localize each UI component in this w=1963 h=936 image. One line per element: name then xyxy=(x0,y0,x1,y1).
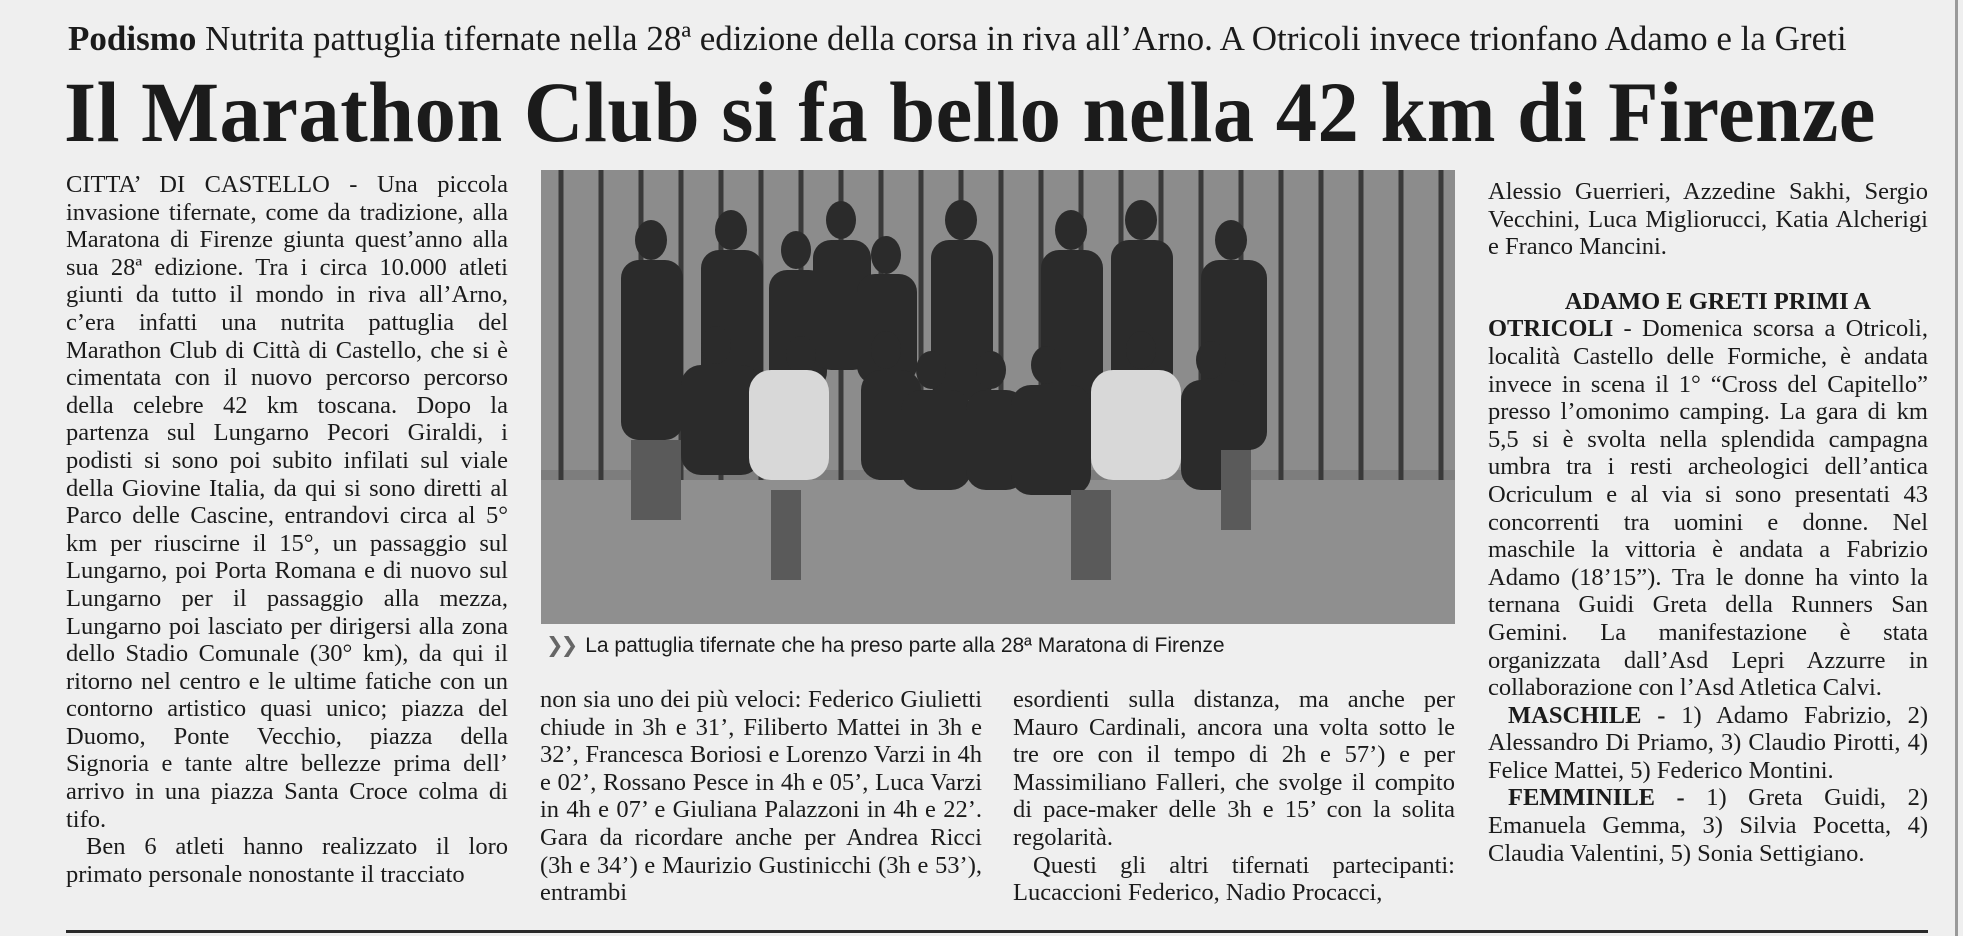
article-paragraph: CITTA’ DI CASTELLO - Una piccola invasione tifernate, come da tradizione, alla Maratona di Firenze giunta quest’anno alla sua 28ª edizione. Tra i circa 10.000 atleti giunti da tutto il mondo in riva all’Arno, c’era infatti una nutrita pattuglia del Marathon Club di Città di Castello, che si è cimentata con il nuovo percorso percorso della celebre 42 km toscana. Dopo la partenza sul Lungarno Pecori Giraldi, i podisti si sono poi subito infilati sul viale della Giovine Italia, da qui si sono diretti al Parco delle Cascine, entrandovi circa al 5° km per riuscirne il 15°, un passaggio sul Lungarno, poi Porta Romana e di nuovo sul Lungarno per il passaggio alla mezza, Lungarno poi lasciato per dirigersi alla zona dello Stadio Comunale (30° km), da qui il ritorno nel centro e le ultime fatiche con un contorno artistico quasi unico; piazza del Duomo, Ponte Vecchio, piazza della Signoria e tante altre bellezze prima dell’ arrivo in una piazza Santa Croce colma di tifo. xyxy=(66,171,508,833)
article-paragraph: non sia uno dei più veloci: Federico Giulietti chiude in 3h e 31’, Filiberto Mattei in 3h e 32’, Francesca Boriosi e Lorenzo Varzi in 4h e 02’, Rossano Pesce in 4h e 05’, Luca Varzi in 4h e 07’ e Giuliana Palazzoni in 4h e 22’. Gara da ricordare anche per Andrea Ricci (3h e 34’) e Maurizio Gustinicchi (3h e 53’), entrambi xyxy=(540,686,982,907)
article-column-1 xyxy=(66,171,508,888)
results-men xyxy=(1488,702,1928,785)
article-column-3 xyxy=(1013,686,1455,907)
headline: Il Marathon Club si fa bello nella 42 km di Firenze xyxy=(64,64,1876,160)
subhead-paragraph xyxy=(1488,288,1928,702)
results-men-text: 1) Adamo Fabrizio, 2) Alessandro Di Priamo, 3) Claudio Pirotti, 4) Felice Mattei, 5) Federico Montini. xyxy=(1488,701,1928,784)
article-paragraph: - Domenica scorsa a Otricoli, località Castello delle Formiche, è andata invece in scena il 1° “Cross del Capitello” presso l’omonimo camping. La gara di km 5,5 si è svolta nella splendida campagna umbra tra i resti archeologici dell’antica Ocriculum e al via si sono presentati 43 concorrenti tra uomini e donne. Nel maschile la vittoria è andata a Fabrizio Adamo (18’15”). Tra le donne ha vinto la ternana Guidi Greta della Runners San Gemini. La manifestazione è stata organizzata dall’Asd Lepri Azzurre in collaborazione con l’Asd Atletica Calvi. xyxy=(1488,315,1928,702)
results-women-text: 1) Greta Guidi, 2) Emanuela Gemma, 3) Silvia Pocetta, 4) Claudia Valentini, 5) Sonia Settigiano. xyxy=(1488,784,1928,867)
group-photo xyxy=(541,170,1455,624)
kicker-line xyxy=(68,18,1938,60)
subhead-continued: OTRICOLI xyxy=(1488,315,1614,343)
caption-text: La pattuglia tifernate che ha preso parte alla 28ª Maratona di Firenze xyxy=(585,634,1225,657)
results-men-label: MASCHILE - xyxy=(1508,701,1666,729)
results-women-label: FEMMINILE - xyxy=(1508,784,1685,812)
article-paragraph: Questi gli altri tifernati partecipanti: Lucaccioni Federico, Nadio Procacci, xyxy=(1013,851,1455,907)
article-column-4 xyxy=(1488,178,1928,867)
results-women xyxy=(1488,784,1928,867)
photo-caption xyxy=(546,632,1446,660)
article-paragraph: Ben 6 atleti hanno realizzato il loro primato personale nonostante il tracciato xyxy=(66,833,508,888)
article-paragraph: esordienti sulla distanza, ma anche per Mauro Cardinali, ancora una volta sotto le tre ore con il tempo di 2h e 57’) e per Massimiliano Falleri, che svolge il compito di pace-maker delle 3h e 15’ con la solita regolarità. xyxy=(1013,686,1455,851)
article-column-2 xyxy=(540,686,982,907)
double-chevron-right-icon: ❯❯ xyxy=(546,634,576,657)
runners-group-image xyxy=(541,170,1455,624)
kicker-text: Nutrita pattuglia tifernate nella 28ª edizione della corsa in riva all’Arno. A Otricoli invece trionfano Adamo e la Greti xyxy=(196,19,1847,58)
subhead: ADAMO E GRETI PRIMI A xyxy=(1564,287,1872,315)
section-label: Podismo xyxy=(68,19,197,58)
page-edge xyxy=(1955,0,1958,936)
bottom-rule xyxy=(66,930,1928,933)
article-paragraph: Alessio Guerrieri, Azzedine Sakhi, Sergio Vecchini, Luca Migliorucci, Katia Alcherigi e Franco Mancini. xyxy=(1488,178,1928,261)
